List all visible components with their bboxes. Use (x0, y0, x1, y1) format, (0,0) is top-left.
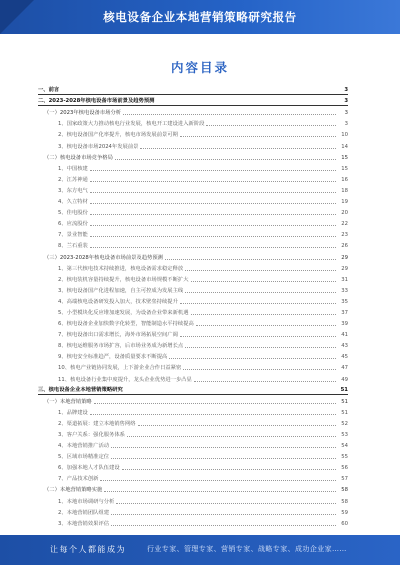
toc-entry-title: 1、国家政策大力推动核电行业发展，核电开工建设进入新阶段 (58, 121, 205, 128)
toc-entry-title: 5、区域市场精准定位 (58, 454, 110, 461)
toc-entry-page: 39 (341, 321, 348, 328)
toc-entry-page: 49 (341, 376, 348, 383)
toc-entry-title: 2、核电设备国产化率提升，核电市场发展前景可期 (58, 132, 178, 139)
toc-entry-page: 53 (341, 432, 348, 438)
toc-entry[interactable] (38, 395, 348, 406)
toc-dot-leader (185, 270, 336, 271)
toc-entry-page: 35 (341, 298, 348, 305)
toc-entry-title: 11、核电设备行业集中度提升，龙头企业优势进一步凸显 (58, 376, 192, 383)
toc-dot-leader (90, 181, 336, 182)
toc-entry[interactable] (38, 295, 348, 306)
toc-entry-title: 二、2023-2028年核电设备市场前景及趋势预测 (38, 98, 155, 105)
toc-entry-page: 3 (344, 87, 348, 94)
toc-entry-title: 4、高端核电设备研发投入加大，技术壁垒持续提升 (58, 298, 178, 305)
toc-entry-page: 58 (341, 498, 348, 505)
toc-entry[interactable] (38, 506, 348, 517)
toc-entry-title: 2、本地营销团队组建 (58, 509, 110, 516)
toc-entry[interactable] (38, 461, 348, 472)
toc-entry-page: 3 (344, 98, 348, 105)
toc-dot-leader (90, 192, 336, 193)
toc-heading: 内容目录 (170, 60, 229, 75)
toc-entry-title: 1、品牌建设 (58, 409, 88, 416)
toc-entry-title: 三、核电设备企业本地营销策略研究 (38, 386, 123, 393)
toc-entry[interactable] (38, 162, 348, 173)
toc-dot-leader (94, 403, 336, 404)
toc-entry[interactable] (38, 450, 348, 461)
toc-entry-title: （一）2023年核电设备市场分析 (44, 110, 122, 117)
table-of-contents (38, 84, 348, 528)
toc-entry-page: 20 (341, 210, 348, 217)
toc-entry[interactable] (38, 417, 348, 428)
toc-entry[interactable] (38, 239, 348, 250)
toc-dot-leader (111, 458, 336, 459)
toc-entry[interactable] (38, 350, 348, 361)
toc-dot-leader (111, 447, 336, 448)
toc-entry-page: 3 (344, 110, 348, 117)
toc-entry[interactable] (38, 317, 348, 328)
toc-dot-leader (90, 225, 336, 226)
toc-entry-title: （一）本地营销策略 (44, 398, 92, 405)
toc-entry-title: 5、小型模块化反应堆加速发展，为设备企业带来新机遇 (58, 309, 189, 316)
toc-dot-leader (185, 292, 336, 293)
toc-entry-title: （二）本地营销策略实施 (44, 487, 103, 494)
toc-dot-leader (180, 136, 336, 137)
toc-entry[interactable] (38, 328, 348, 339)
toc-entry[interactable] (38, 372, 348, 383)
toc-dot-leader (115, 159, 336, 160)
toc-dot-leader (191, 281, 337, 282)
toc-entry-page: 43 (341, 343, 348, 350)
toc-entry[interactable] (38, 195, 348, 206)
toc-entry-title: （二）核电设备市场竞争格局 (44, 154, 113, 161)
toc-entry[interactable] (38, 483, 348, 494)
toc-entry[interactable] (38, 306, 348, 317)
toc-entry-page: 22 (341, 221, 348, 228)
toc-entry-title: 3、核电设备国产化进程加速，自主可控成为发展主线 (58, 287, 184, 294)
toc-entry[interactable] (38, 406, 348, 417)
toc-dot-leader (196, 325, 336, 326)
toc-entry[interactable] (38, 472, 348, 483)
toc-entry-title: 6、核电设备企业加快数字化转型，智能制造水平持续提高 (58, 321, 194, 328)
toc-dot-leader (183, 369, 336, 370)
toc-entry-title: 8、核电运维服务市场扩容，后市场业务成为新增长点 (58, 343, 184, 350)
toc-entry-title: 1、中国核建 (58, 165, 88, 172)
toc-entry[interactable] (38, 151, 348, 162)
toc-dot-leader (100, 480, 336, 481)
toc-entry-title: 2、江苏神通 (58, 176, 88, 183)
toc-entry-title: （三）2023-2028年核电设备市场前景及趋势预测 (44, 254, 163, 261)
toc-entry[interactable] (38, 217, 348, 228)
toc-dot-leader (111, 514, 336, 515)
toc-entry[interactable] (38, 384, 348, 395)
toc-dot-leader (116, 503, 336, 504)
toc-entry[interactable] (38, 228, 348, 239)
toc-entry-title: 7、景业智能 (58, 232, 88, 239)
toc-entry-title: 8、兰石重装 (58, 243, 88, 250)
toc-entry-title: 3、客户关系：强化服务体系 (58, 432, 125, 438)
toc-dot-leader (180, 336, 336, 337)
footer-slogan: 让每个人都能成为 (50, 545, 126, 554)
toc-dot-leader (194, 381, 336, 382)
toc-entry[interactable] (38, 139, 348, 150)
toc-entry-page: 15 (341, 154, 348, 161)
toc-entry-title: 7、产品技术创新 (58, 476, 99, 483)
toc-dot-leader (111, 525, 336, 526)
toc-entry-title: 3、本地营销效果评估 (58, 520, 110, 527)
toc-entry[interactable] (38, 106, 348, 117)
toc-entry-title: 6、加强本地人才队伍建设 (58, 465, 120, 472)
toc-entry-page: 29 (341, 254, 348, 261)
toc-entry-page: 16 (341, 176, 348, 183)
report-title: 核电设备企业本地营销策略研究报告 (103, 10, 297, 24)
report-footer (0, 535, 400, 565)
toc-entry[interactable] (38, 206, 348, 217)
toc-entry[interactable] (38, 184, 348, 195)
report-header (0, 0, 400, 34)
toc-entry-page: 3 (344, 121, 348, 128)
toc-dot-leader (185, 347, 336, 348)
toc-entry-page: 23 (341, 232, 348, 239)
toc-entry-page: 29 (341, 265, 348, 272)
toc-dot-leader (206, 125, 336, 126)
toc-dot-leader (122, 469, 336, 470)
toc-entry[interactable] (38, 95, 348, 106)
toc-entry-page: 52 (341, 420, 348, 427)
toc-entry-page: 31 (341, 276, 348, 283)
toc-entry-page: 33 (341, 287, 348, 294)
toc-entry-title: 7、核电设备出口需求增长，海外市场拓展空间广阔 (58, 332, 178, 339)
toc-entry-title: 一、前言 (38, 87, 60, 94)
toc-entry-page: 51 (341, 409, 348, 416)
toc-entry-page: 47 (341, 365, 348, 372)
toc-entry[interactable] (38, 494, 348, 505)
toc-entry-title: 3、东方电气 (58, 187, 88, 194)
toc-dot-leader (90, 247, 336, 248)
toc-entry-title: 4、久立特材 (58, 199, 88, 206)
toc-dot-leader (90, 203, 336, 204)
toc-entry-page: 26 (341, 243, 348, 250)
toc-dot-leader (180, 303, 336, 304)
toc-entry-title: 1、本地市场调研与分析 (58, 498, 115, 505)
toc-entry-title: 1、第三代核电技术持续推进，核电设备需求稳定释放 (58, 265, 184, 272)
toc-entry-page: 57 (341, 476, 348, 483)
toc-entry[interactable] (38, 439, 348, 450)
toc-entry-page: 60 (341, 520, 348, 527)
toc-entry[interactable] (38, 84, 348, 95)
toc-entry-page: 10 (341, 132, 348, 139)
toc-dot-leader (90, 236, 336, 237)
toc-entry-page: 14 (341, 143, 348, 150)
toc-dot-leader (90, 214, 336, 215)
toc-entry[interactable] (38, 262, 348, 273)
toc-entry-title: 2、核电装机容量持续提升，核电设备市场规模不断扩大 (58, 276, 189, 283)
toc-dot-leader (90, 414, 336, 415)
toc-entry-page: 18 (341, 187, 348, 194)
toc-entry-title: 2、渠道拓展：建立本地销售网络 (58, 420, 136, 427)
toc-dot-leader (169, 358, 336, 359)
toc-entry-page: 58 (341, 487, 348, 494)
toc-entry[interactable] (38, 517, 348, 528)
toc-entry-page: 59 (341, 509, 348, 516)
toc-entry-page: 37 (341, 309, 348, 316)
toc-entry[interactable] (38, 128, 348, 139)
toc-entry-title: 4、本地营销推广活动 (58, 443, 110, 450)
toc-entry[interactable] (38, 250, 348, 261)
toc-entry[interactable] (38, 117, 348, 128)
toc-entry-page: 54 (341, 443, 348, 450)
toc-entry-page: 15 (341, 165, 348, 172)
toc-dot-leader (104, 491, 336, 492)
toc-entry-page: 41 (341, 332, 348, 339)
toc-entry-page: 56 (341, 465, 348, 472)
toc-dot-leader (90, 170, 336, 171)
toc-entry-title: 6、应流股份 (58, 221, 88, 228)
toc-entry[interactable] (38, 361, 348, 372)
toc-dot-leader (127, 436, 336, 437)
toc-entry-page: 19 (341, 199, 348, 206)
toc-entry[interactable] (38, 173, 348, 184)
toc-entry-title: 9、核电安全标准趋严，设备质量要求不断提高 (58, 354, 168, 361)
toc-entry[interactable] (38, 273, 348, 284)
toc-entry-page: 45 (341, 354, 348, 361)
toc-dot-leader (140, 148, 336, 149)
toc-entry[interactable] (38, 284, 348, 295)
footer-roles: 行业专家、管理专家、营销专家、战略专家、成功企业家…… (147, 545, 347, 553)
toc-entry[interactable] (38, 339, 348, 350)
toc-entry-page: 51 (341, 398, 348, 405)
toc-dot-leader (165, 259, 336, 260)
toc-dot-leader (191, 314, 337, 315)
toc-dot-leader (123, 114, 336, 115)
toc-entry-title: 10、核电产业链协同发展，上下游企业合作日益紧密 (58, 365, 182, 372)
toc-entry-page: 55 (341, 454, 348, 461)
toc-entry[interactable] (38, 428, 348, 439)
toc-entry-title: 3、核电设备市场2024年发展前景 (58, 143, 139, 150)
toc-entry-page: 51 (340, 386, 348, 393)
toc-entry-title: 5、佳电股份 (58, 210, 88, 217)
toc-dot-leader (138, 425, 336, 426)
